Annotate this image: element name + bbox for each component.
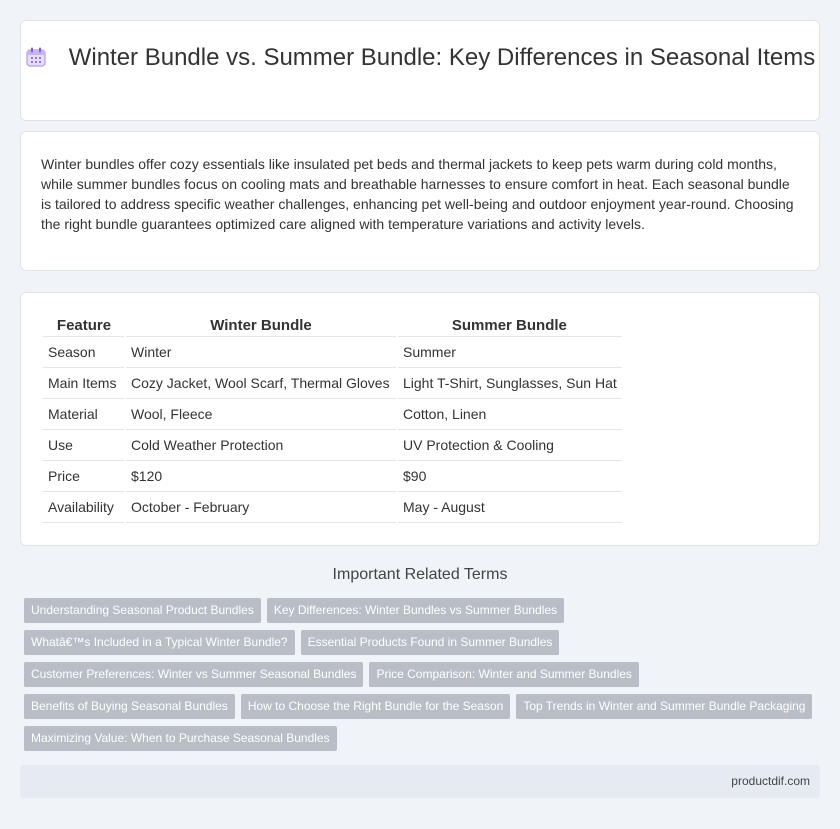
table-row (43, 460, 622, 491)
row-winter: October - February (125, 491, 397, 522)
row-winter: Cold Weather Protection (125, 429, 397, 460)
tag-row (24, 662, 824, 694)
row-feature: Use (43, 429, 125, 460)
related-term-link[interactable]: Key Differences: Winter Bundles vs Summer Bundles (267, 598, 564, 623)
table-row (43, 367, 622, 398)
related-term-link[interactable]: Price Comparison: Winter and Summer Bundles (369, 662, 638, 687)
related-term-link[interactable]: Understanding Seasonal Product Bundles (24, 598, 261, 623)
related-terms-list (24, 598, 824, 758)
tag-row (24, 726, 824, 758)
title-wrap (21, 43, 819, 72)
table-row (43, 398, 622, 429)
footer (20, 765, 820, 798)
related-term-link[interactable]: Top Trends in Winter and Summer Bundle Packaging (516, 694, 812, 719)
row-summer: UV Protection & Cooling (397, 429, 622, 460)
footer-site: productdif.com (731, 774, 810, 788)
related-term-link[interactable]: Customer Preferences: Winter vs Summer Seasonal Bundles (24, 662, 363, 687)
row-summer: May - August (397, 491, 622, 522)
calendar-icon (25, 46, 47, 68)
header-card (20, 20, 820, 121)
table-row (43, 336, 622, 367)
row-summer: Summer (397, 336, 622, 367)
related-term-link[interactable]: How to Choose the Right Bundle for the Season (241, 694, 511, 719)
row-feature: Availability (43, 491, 125, 522)
tag-row (24, 598, 824, 630)
row-feature: Material (43, 398, 125, 429)
row-feature: Main Items (43, 367, 125, 398)
row-summer: Cotton, Linen (397, 398, 622, 429)
row-summer: $90 (397, 460, 622, 491)
row-feature: Season (43, 336, 125, 367)
header-summer: Summer Bundle (397, 313, 622, 336)
comparison-table (43, 313, 622, 523)
row-summer: Light T-Shirt, Sunglasses, Sun Hat (397, 367, 622, 398)
header-feature: Feature (43, 313, 125, 336)
related-terms-title: Important Related Terms (332, 566, 508, 583)
comparison-card (20, 292, 820, 546)
summary-card (20, 131, 820, 271)
tag-row (24, 694, 824, 726)
tag-row (24, 630, 824, 662)
related-term-link[interactable]: Whatâ€™s Included in a Typical Winter Bundle? (24, 630, 295, 655)
table-row (43, 491, 622, 522)
related-term-link[interactable]: Essential Products Found in Summer Bundles (301, 630, 560, 655)
related-term-link[interactable]: Maximizing Value: When to Purchase Seasonal Bundles (24, 726, 337, 751)
table-row (43, 429, 622, 460)
row-winter: Wool, Fleece (125, 398, 397, 429)
row-winter: $120 (125, 460, 397, 491)
page-title: Winter Bundle vs. Summer Bundle: Key Differences in Seasonal Items (68, 44, 816, 71)
table-header-row (43, 313, 622, 336)
row-winter: Winter (125, 336, 397, 367)
header-winter: Winter Bundle (125, 313, 397, 336)
related-term-link[interactable]: Benefits of Buying Seasonal Bundles (24, 694, 235, 719)
summary-text: Winter bundles offer cozy essentials like insulated pet beds and thermal jackets to keep pets warm during cold months, while summer bundles focus on cooling mats and breathable harnesses to ensure comfort in heat. Each seasonal bundle is tailored to address specific weather challenges, enhancing pet well-being and outdoor enjoyment year-round. Choosing the right bundle guarantees optimized care aligned with temperature variations and activity levels. (41, 156, 794, 232)
row-feature: Price (43, 460, 125, 491)
row-winter: Cozy Jacket, Wool Scarf, Thermal Gloves (125, 367, 397, 398)
